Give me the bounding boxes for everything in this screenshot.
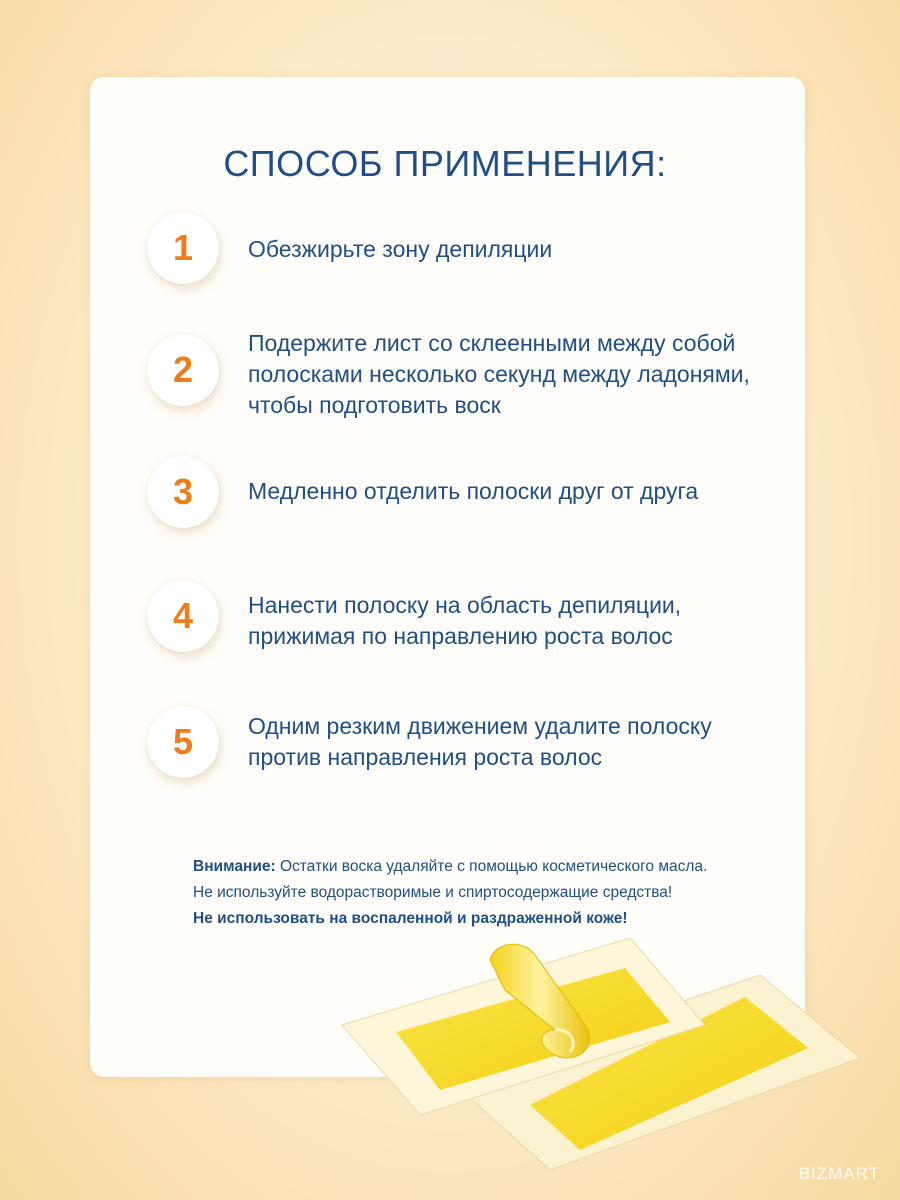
step-number-1: 1 (147, 212, 219, 284)
step-3-line-1: Медленно отделить полоски друг от друга (248, 478, 699, 504)
warning-line-3: Не использовать на воспаленной и раздраженной коже! (193, 910, 628, 927)
wax-strips-illustration (330, 930, 870, 1170)
step-4-line-2: прижимая по направлению роста волос (248, 623, 673, 649)
step-text-2 (248, 328, 788, 421)
step-2-line-1: Подержите лист со склеенными между собой (248, 330, 736, 356)
page-title: СПОСОБ ПРИМЕНЕНИЯ: (223, 143, 667, 184)
warning-label: Внимание: (193, 858, 276, 875)
step-number-5: 5 (147, 706, 219, 778)
step-number-2: 2 (147, 334, 219, 406)
step-text-3 (248, 476, 788, 507)
step-2-line-3: чтобы подготовить воск (248, 392, 501, 418)
step-text-1 (248, 234, 788, 265)
warning-notes (193, 854, 813, 932)
step-1-line-1: Обезжирьте зону депиляции (248, 236, 553, 262)
step-4-line-1: Нанести полоску на область депиляции, (248, 592, 682, 618)
step-2-line-2: полосками несколько секунд между ладонями, (248, 361, 750, 387)
warning-line-1 (193, 854, 813, 880)
step-text-4 (248, 590, 788, 652)
step-number-4: 4 (147, 580, 219, 652)
step-number-3: 3 (147, 456, 219, 528)
step-text-5 (248, 711, 788, 773)
step-5-line-2: против направления роста волос (248, 744, 603, 770)
warning-text: Остатки воска удаляйте с помощью косметического масла. (275, 858, 708, 875)
watermark: BIZMART (798, 1164, 880, 1183)
warning-line-2: Не используйте водорастворимые и спиртосодержащие средства! (193, 884, 673, 901)
step-5-line-1: Одним резким движением удалите полоску (248, 713, 712, 739)
